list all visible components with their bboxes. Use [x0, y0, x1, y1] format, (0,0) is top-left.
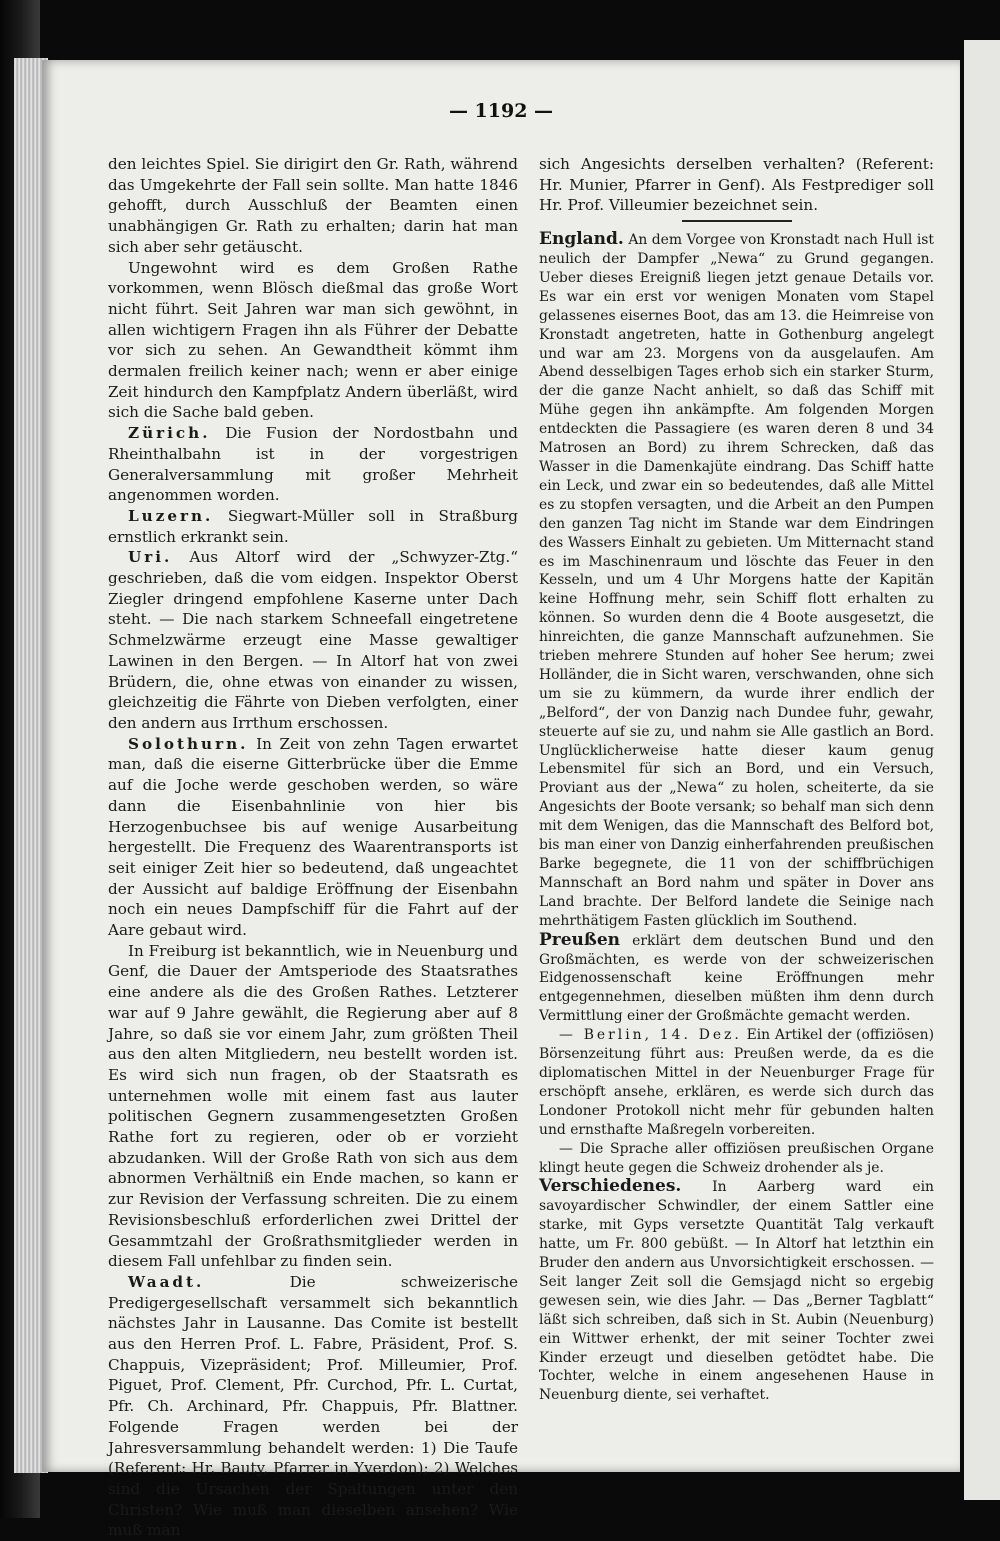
- page-number: — 1192 —: [448, 100, 554, 122]
- article-paragraph: In Freiburg ist bekanntlich, wie in Neuenburg und Genf, die Dauer der Amtsperiode des Staatsrathes eine andere als die des Großen Rathes. Letzterer war auf 9 Jahre gewählt, die Regierung aber auf 8 Jahre, so daß sie vor einem Jahr, zum größten Theil aus den alten Mitgliedern, neu bestellt worden ist. Es wird sich nun fragen, ob der Staatsrath es unternehmen wolle mit einem fast aus lauter politischen Gegnern zusammengesetzten Großen Rathe fort zu regieren, oder ob er vorzieht abzudanken. Will der Große Rath von sich aus dem abnormen Verhältniß ein Ende machen, so kann er zur Revision der Verfassung schreiten. Die zu einem Revisionsbeschluß erforderlichen zwei Drittel der Gesammtzahl der Großrathsmitglieder werden in diesem Fall unfehlbar zu finden sein.: [108, 941, 519, 1271]
- article-paragraph: Preußen erklärt dem deutschen Bund und den Großmächten, es werde von der schweizerischen Eidgenossenschaft keine Eröffnungen mehr entgegennehmen, dieselben müßten ihm denn durch Vermittlung einer der Großmächte gemacht werden.: [539, 929, 934, 1025]
- left-column: [108, 154, 518, 1541]
- newspaper-page: [42, 60, 960, 1540]
- article-paragraph: Ungewohnt wird es dem Großen Rathe vorkommen, wenn Blösch dießmal das große Wort nicht führt. Seit Jahren war man sich gewöhnt, in allen wichtigern Fragen ihn als Führer der Debatte vor sich zu sehen. An Gewandtheit kömmt ihm dermalen freilich keiner nach; wenn er aber einige Zeit hindurch den Kampfplatz Andern überläßt, wird sich die Sache bald geben.: [108, 258, 518, 422]
- article-paragraph: Luzern. Siegwart-Müller soll in Straßburg ernstlich erkrankt sein.: [108, 506, 518, 546]
- article-paragraph: Verschiedenes. In Aarberg ward ein savoyardischer Schwindler, der einem Sattler eine starke, mit Gyps versetzte Quantität Talg verkauft hatte, um Fr. 800 gebüßt. — In Altorf hat letzthin ein Bruder den andern aus Unvorsichtigkeit erschossen. — Seit langer Zeit soll die Gemsjagd nicht so ergebig gewesen sein, wie dies Jahr. — Das „Berner Tagblatt“ läßt sich schreiben, daß sich in St. Aubin (Neuenburg) ein Wittwer erhenkt, der mit seiner Tochter zwei Kinder erzeugt und dieselben getödtet habe. Die Tochter, welche in einem angesehenen Hause in Neuenburg diente, sei verhaftet.: [539, 1176, 934, 1404]
- continuation-paragraph: sich Angesichts derselben verhalten? (Referent: Hr. Munier, Pfarrer in Genf). Als Festprediger soll Hr. Prof. Villeumier bezeichnet sein.: [539, 155, 934, 215]
- section-divider: [682, 220, 792, 222]
- article-paragraph: — Berlin, 14. Dez. Ein Artikel der (offiziösen) Börsenzeitung führt aus: Preußen werde, da es die diplomatischen Mittel in der Neuenburger Frage für erschöpft ansehe, erklären, es werde sich durch das Londoner Protokoll nicht mehr für gebunden halten und ernsthafte Maßregeln vorbereiten.: [539, 1027, 934, 1138]
- article-paragraph: England. An dem Vorgee von Kronstadt nach Hull ist neulich der Dampfer „Newa“ zu Grund gegangen. Ueber dieses Ereigniß liegen jetzt genaue Details vor. Es war ein erst vor wenigen Monaten vom Stapel gelassenes eisernes Boot, das am 13. die Heimreise von Kronstadt angetreten, hatte in Gothenburg angelegt und war am 23. Morgens von da ausgelaufen. Am Abend desselbigen Tages erhob sich ein starker Sturm, der die ganze Nacht anhielt, so daß das Schiff mit Mühe gegen ihn ankämpfte. Am folgenden Morgen entdeckten die Passagiere (es waren deren 8 und 34 Matrosen an Bord) zu ihrem Schrecken, daß das Wasser in die Damenkajüte eindrang. Das Schiff hatte ein Leck, und zwar ein so bedeutendes, daß alle Mittel es zu stopfen versagten, und die Arbeit an den Pumpen den ganzen Tag nicht im Stande war dem Eindringen des Wassers Einhalt zu gebieten. Um Mitternacht stand es im Maschinenraum und löschte das Feuer in den Kesseln, und um 4 Uhr Morgens hatte der Kapitän keine Hoffnung mehr, sein Schiff flott erhalten zu können. So wurden denn die 4 Boote ausgesetzt, die hinreichten, die ganze Mannschaft aufzunehmen. Sie trieben mehrere Stunden auf hoher See herum; zwei Holländer, die in Sicht waren, verschwanden, ohne sich um sie zu kümmern, da wurde ihrer endlich der „Belford“, der von Danzig nach Dundee fuhr, gewahr, steuerte auf sie zu, und nahm sie Alle gastlich an Bord. Unglücklicherweise hatte dieser kaum genug Lebensmitel für sich an Bord, und ein Versuch, Proviant aus der „Newa“ zu holen, scheiterte, da sie Angesichts der Boote versank; so behalf man sich denn mit dem Wenigen, das die Mannschaft des Belford bot, bis man einer von Danzig einherfahrenden preußischen Barke begegnete, die 11 von der schiffbrüchigen Mannschaft an Bord nahm und später in Dover ans Land brachte. Der Belford landete die Seinige nach mehrthätigem Fasten glücklich im Southend.: [539, 229, 934, 929]
- article-paragraph: Waadt. Die schweizerische Predigergesellschaft versammelt sich bekanntlich nächstes Jahr in Lausanne. Das Comite ist bestellt aus den Herren Prof. L. Fabre, Präsident, Prof. S. Chappuis, Vizepräsident; Prof. Milleumier, Prof. Piguet, Prof. Clement, Pfr. Curchod, Pfr. L. Curtat, Pfr. Ch. Archinard, Pfr. Chappuis, Pfr. Blattner. Folgende Fragen werden bei der Jahresversammlung behandelt werden: 1) Die Taufe (Referent: Hr. Bauty, Pfarrer in Yverdon); 2) Welches sind die Ursachen der Spaltungen unter den Christen? Wie muß man dieselben ansehen? Wie muß man: [108, 1272, 518, 1540]
- right-column: [539, 154, 934, 1405]
- article-paragraph: Solothurn. In Zeit von zehn Tagen erwartet man, daß die eiserne Gitterbrücke über die Emme auf die Joche werde geschoben werden, so wäre dann die Eisenbahnlinie von hier bis Herzogenbuchsee bis auf wenige Ausarbeitung hergestellt. Die Frequenz des Waarentransports ist seit einiger Zeit hier so bedeutend, daß ungeachtet der Aussicht auf baldige Eröffnung der Eisenbahn noch ein neues Dampfschiff für die Fahrt auf der Aare gebaut wird.: [108, 734, 518, 940]
- article-paragraph: den leichtes Spiel. Sie dirigirt den Gr. Rath, während das Umgekehrte der Fall sein sollte. Man hatte 1846 gehofft, durch Ausschluß der Beamten einen unabhängigen Gr. Rath zu erhalten; darin hat man sich aber sehr getäuscht.: [108, 155, 518, 256]
- article-paragraph: — Die Sprache aller offiziösen preußischen Organe klingt heute gegen die Schweiz drohender als je.: [539, 1140, 934, 1176]
- article-paragraph: Zürich. Die Fusion der Nordostbahn und Rheinthalbahn ist in der vorgestrigen Generalversammlung mit großer Mehrheit angenommen worden.: [108, 424, 518, 505]
- article-paragraph: Uri. Aus Altorf wird der „Schwyzer-Ztg.“ geschrieben, daß die vom eidgen. Inspektor Oberst Ziegler dringend empfohlene Kaserne unter Dach steht. — Die nach starkem Schneefall eingetretene Schmelzwärme erzeugt eine Masse gewaltiger Lawinen in den Bergen. — In Altorf hat von zwei Brüdern, die, ohne etwas von einander zu wissen, gleichzeitig die Fährte von Dieben verfolgten, einer den andern aus Irrthum erschossen.: [108, 548, 518, 732]
- next-page-edge: [964, 40, 1000, 1500]
